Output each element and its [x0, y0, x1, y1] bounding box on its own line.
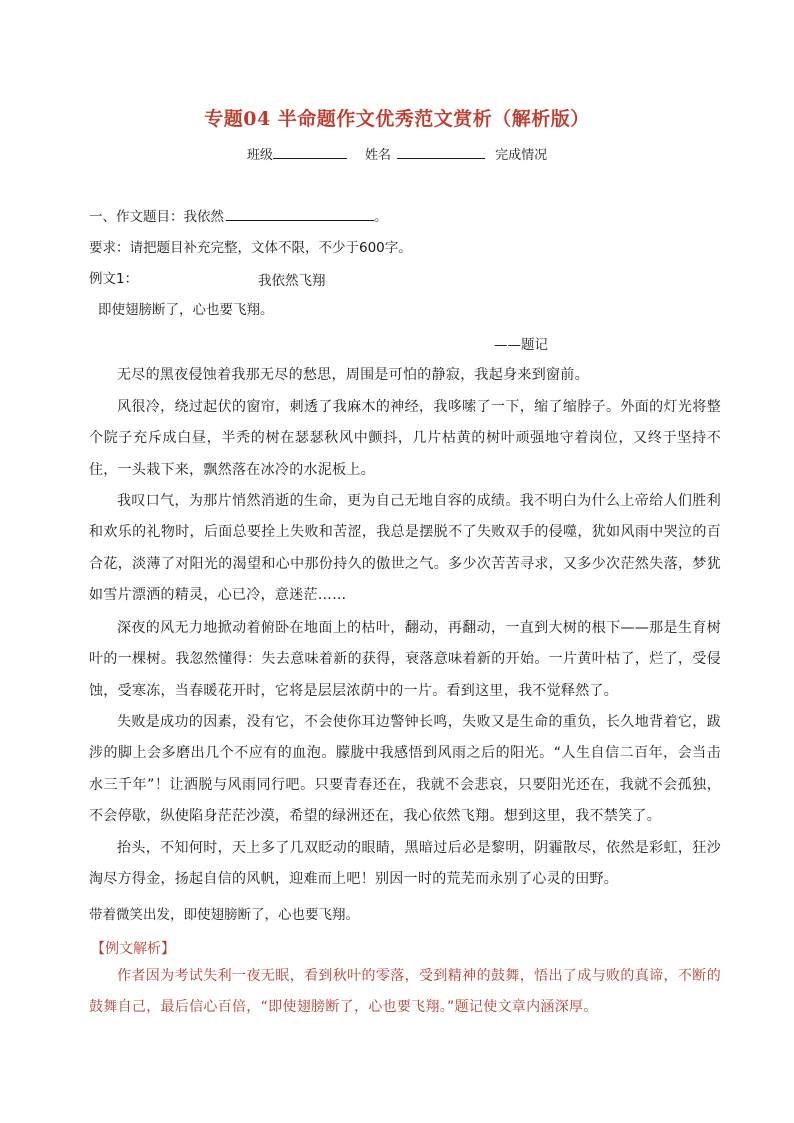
question-blank — [226, 206, 374, 221]
student-info-line — [0, 144, 794, 163]
epigraph: 即使翅膀断了，心也要飞翔。 — [98, 302, 274, 318]
question-end: 。 — [374, 209, 388, 225]
page-title: 专题04 半命题作文优秀范文赏析（解析版） — [204, 108, 590, 130]
analysis-text: 作者因为考试失利一夜无眠，看到秋叶的零落，受到精神的鼓舞，悟出了成与败的真谛，不断的鼓舞自己，最后信心百倍，“即使翅膀断了，心也要飞翔。”题记使文章内涵深厚。 — [89, 968, 721, 1016]
example-title: 我依然飞翔 — [258, 273, 326, 289]
epigraph-source: ——题记 — [494, 337, 548, 353]
paragraph-4: 深夜的风无力地掀动着俯卧在地面上的枯叶，翻动，再翻动，一直到大树的根下——那是生育树叶的一棵树。我忽然懂得：失去意味着新的获得，衰落意味着新的开始。一片黄叶枯了，烂了，受侵蚀，受寒冻，当春暖花开时，它将是层层浓荫中的一片。看到这里，我不觉释然了。 — [89, 620, 721, 699]
example-label: 例文1： — [89, 271, 139, 287]
paragraph-3: 我叹口气，为那片悄然消逝的生命，更为自己无地自容的成绩。我不明白为什么上帝给人们胜利和欢乐的礼物时，后面总要拴上失败和苦涩，我总是摆脱不了失败双手的侵噬，犹如风雨中哭泣的百合花，淡薄了对阳光的渴望和心中那份持久的傲世之气。多少次苦苦寻求，又多少次茫然失落，梦犹如雪片漂洒的精灵，心已冷，意迷茫…… — [89, 493, 721, 603]
requirement-text: 要求：请把题目补充完整，文体不限，不少于600字。 — [89, 240, 412, 256]
paragraph-5: 失败是成功的因素，没有它，不会使你耳边警钟长鸣，失败又是生命的重负，长久地背着它，跋涉的脚上会多磨出几个不应有的血泡。朦胧中我感悟到风雨之后的阳光。“人生自信二百年，会当击水三千年”！让洒脱与风雨同行吧。只要青春还在，我就不会悲哀，只要阳光还在，我就不会孤独，不会停歇，纵使陷身茫茫沙漠，希望的绿洲还在，我心依然飞翔。想到这里，我不禁笑了。 — [89, 714, 721, 824]
name-label: 姓名 — [364, 148, 391, 163]
paragraph-6: 抬头，不知何时，天上多了几双眨动的眼睛，黑暗过后必是黎明，阴霾散尽，依然是彩虹，狂沙淘尽方得金，扬起自信的风帆，迎难而上吧！别因一时的荒芜而永别了心灵的田野。 — [89, 840, 721, 888]
status-label: 完成情况 — [495, 148, 548, 163]
class-label: 班级 — [246, 148, 273, 163]
class-blank — [273, 144, 347, 159]
paragraph-1: 无尽的黑夜侵蚀着我那无尽的愁思，周围是可怕的静寂，我起身来到窗前。 — [117, 367, 589, 383]
name-blank — [397, 144, 485, 159]
paragraph-2: 风很冷，绕过起伏的窗帘，刺透了我麻木的神经，我哆嗦了一下，缩了缩脖子。外面的灯光将整个院子充斥成白昼，半秃的树在瑟瑟秋风中颤抖，几片枯黄的树叶顽强地守着岗位，又终于坚持不住，一头栽下来，飘然落在冰冷的水泥板上。 — [89, 399, 721, 478]
analysis-label: 【例文解析】 — [91, 941, 175, 957]
closing-line: 带着微笑出发，即使翅膀断了，心也要飞翔。 — [89, 907, 359, 923]
question-text: 一、作文题目：我依然 — [89, 209, 224, 225]
essay-question — [89, 206, 721, 227]
